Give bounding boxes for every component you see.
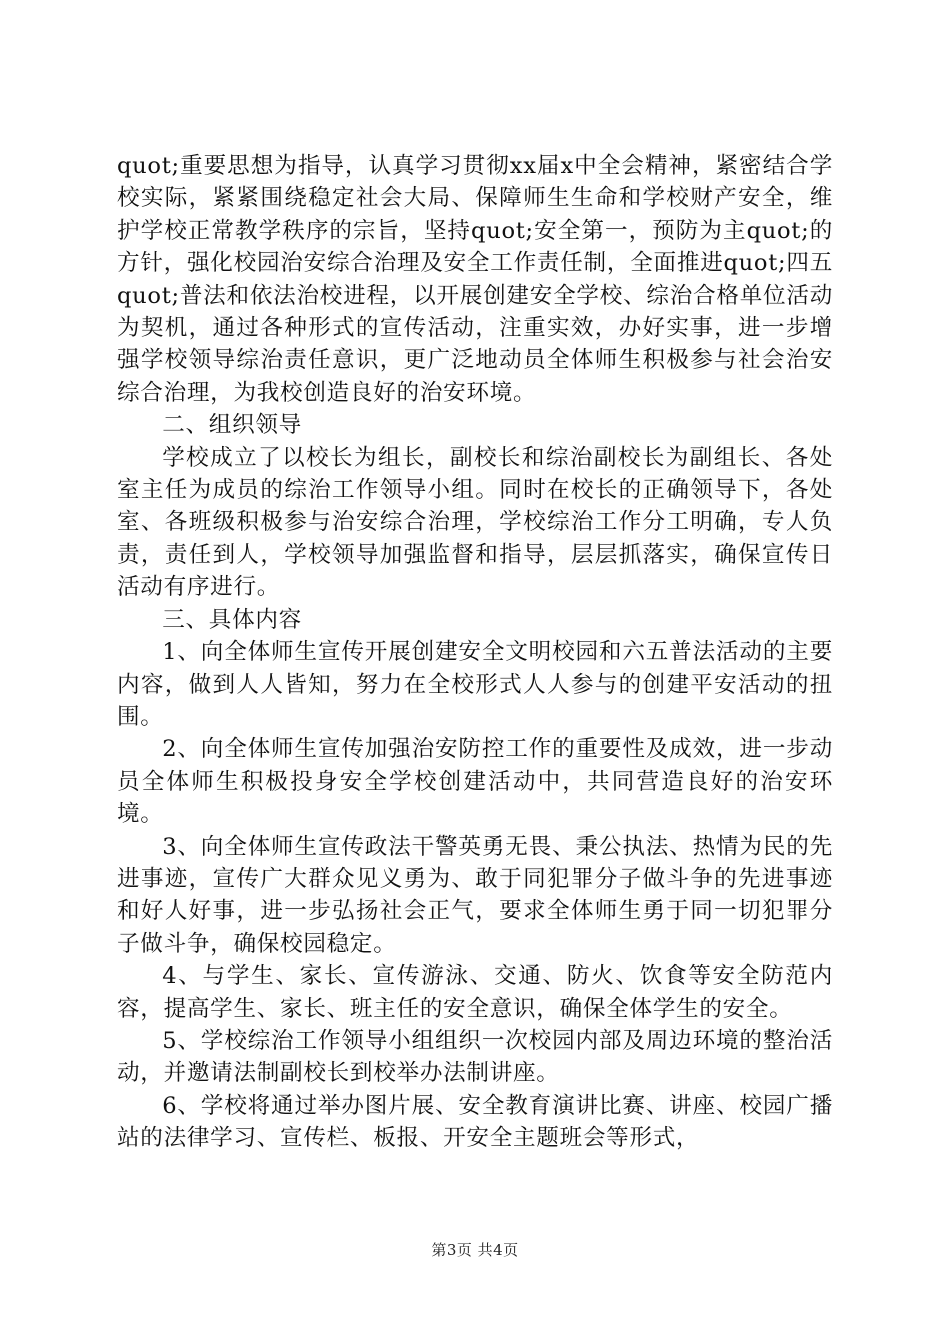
section-heading-organization: 二、组织领导	[162, 412, 302, 439]
paragraph-organization: 学校成立了以校长为组长，副校长和综治副校长为副组长、各处室主任为成员的综治工作领导小组。同时在校长的正确领导下，各处室、各班级积极参与治安综合治理，学校综治工作分工明确，专人负责，责任到人，学校领导加强监督和指导，层层抓落实，确保宣传日活动有序进行。	[117, 444, 833, 601]
page-number-footer: 第3页 共4页	[431, 1241, 519, 1259]
section-heading-content: 三、具体内容	[162, 606, 302, 633]
list-item-2: 2、向全体师生宣传加强治安防控工作的重要性及成效，进一步动员全体师生积极投身安全学校创建活动中，共同营造良好的治安环境。	[117, 736, 833, 828]
paragraph-guiding-thought: quot;重要思想为指导，认真学习贯彻xx届x中全会精神，紧密结合学校实际，紧紧围绕稳定社会大局、保障师生生命和学校财产安全，维护学校正常教学秩序的宗旨，坚持quot;安全第一，预防为主quot;的方针，强化校园治安综合治理及安全工作责任制，全面推进quot;四五quot;普法和依法治校进程，以开展创建安全学校、综治合格单位活动为契机，通过各种形式的宣传活动，注重实效，办好实事，进一步增强学校领导综治责任意识，更广泛地动员全体师生积极参与社会治安综合治理，为我校创造良好的治安环境。	[117, 153, 833, 406]
list-item-5: 5、学校综治工作领导小组组织一次校园内部及周边环境的整治活动，并邀请法制副校长到校举办法制讲座。	[117, 1027, 833, 1087]
list-item-4: 4、与学生、家长、宣传游泳、交通、防火、饮食等安全防范内容，提高学生、家长、班主任的安全意识，确保全体学生的安全。	[117, 963, 833, 1022]
list-item-1: 1、向全体师生宣传开展创建安全文明校园和六五普法活动的主要内容，做到人人皆知，努力在全校形式人人参与的创建平安活动的扭围。	[117, 639, 833, 730]
list-item-3: 3、向全体师生宣传政法干警英勇无畏、秉公执法、热情为民的先进事迹，宣传广大群众见义勇为、敢于同犯罪分子做斗争的先进事迹和好人好事，进一步弘扬社会正气，要求全体师生勇于同一切犯罪分子做斗争，确保校园稳定。	[117, 833, 833, 957]
document-body	[117, 150, 833, 1155]
list-item-6: 6、学校将通过举办图片展、安全教育演讲比赛、讲座、校园广播站的法律学习、宣传栏、板报、开安全主题班会等形式，	[117, 1092, 833, 1152]
